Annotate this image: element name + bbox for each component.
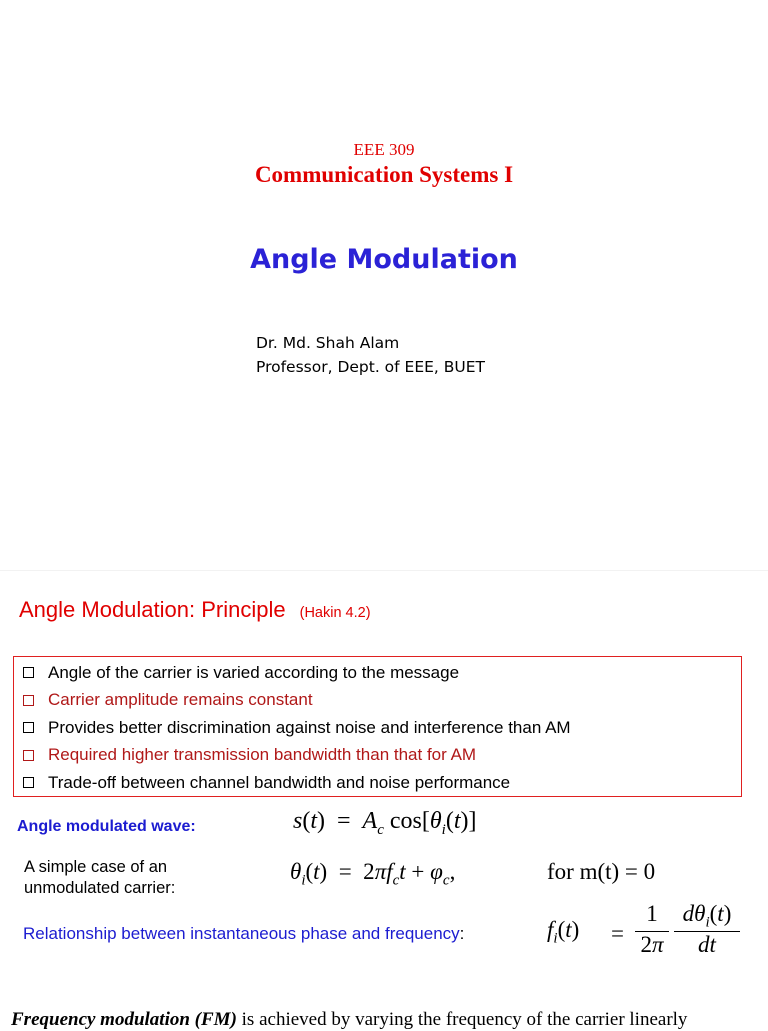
unmodulated-phase-equation: $\theta_i(t) = 2\pi f_ct + \varphi_c$,: [290, 859, 456, 889]
carrier-label-line2: unmodulated carrier:: [24, 879, 176, 897]
bullet-text: Angle of the carrier is varied according to the message: [48, 662, 460, 682]
section-title: [19, 597, 371, 623]
bullet-text: Carrier amplitude remains constant: [48, 690, 313, 710]
fraction-one-over-two-pi: 1 2π: [635, 901, 669, 962]
section-title-text: Angle Modulation: Principle: [19, 597, 286, 622]
list-item: [23, 742, 741, 770]
bullet-text: Trade-off between channel bandwidth and noise performance: [48, 772, 511, 792]
fm-definition-rest: is achieved by varying the frequency of the carrier linearly: [236, 1009, 688, 1030]
bullet-text: Required higher transmission bandwidth than that for AM: [48, 745, 477, 765]
course-code: EEE 309: [353, 140, 415, 159]
relation-label: [23, 924, 464, 944]
list-item: [23, 769, 741, 797]
list-item: [23, 687, 741, 715]
checkbox-bullet-icon: [23, 722, 34, 733]
angle-modulated-wave-equation: $s(t) = A_c$ $\cos[\theta_i(t)]$: [293, 808, 477, 838]
checkbox-bullet-icon: [23, 750, 34, 761]
wave-label: Angle modulated wave:: [17, 818, 196, 835]
list-item: [23, 659, 741, 687]
author-name: Dr. Md. Shah Alam: [256, 334, 400, 352]
relation-label-text: Relationship between instantaneous phase and frequency: [23, 924, 460, 943]
course-title: Communication Systems I: [254, 162, 514, 187]
instantaneous-frequency-lhs: $f_i(t)$: [547, 917, 580, 947]
fm-definition-term: Frequency modulation (FM): [11, 1009, 237, 1030]
fraction-derivative: $d\theta_i(t)$ dt: [674, 901, 740, 962]
section-reference: (Hakin 4.2): [299, 605, 371, 621]
checkbox-bullet-icon: [23, 695, 34, 706]
bullet-list: [14, 657, 741, 797]
author-position: Professor, Dept. of EEE, BUET: [256, 358, 486, 376]
slide-title: Angle Modulation: [250, 244, 518, 275]
slide-divider: [0, 570, 768, 571]
fm-definition-text: [11, 1009, 768, 1031]
carrier-label: [24, 857, 175, 899]
author-block: [256, 331, 485, 379]
carrier-condition: for m(t) = 0: [547, 859, 656, 884]
relation-label-colon: :: [459, 924, 465, 943]
bullet-text: Provides better discrimination against noise and interference than AM: [48, 717, 571, 737]
checkbox-bullet-icon: [23, 777, 34, 788]
list-item: [23, 714, 741, 742]
checkbox-bullet-icon: [23, 667, 34, 678]
equals-sign: =: [611, 921, 624, 946]
principle-box: [13, 656, 742, 797]
carrier-label-line1: A simple case of an: [24, 858, 168, 876]
